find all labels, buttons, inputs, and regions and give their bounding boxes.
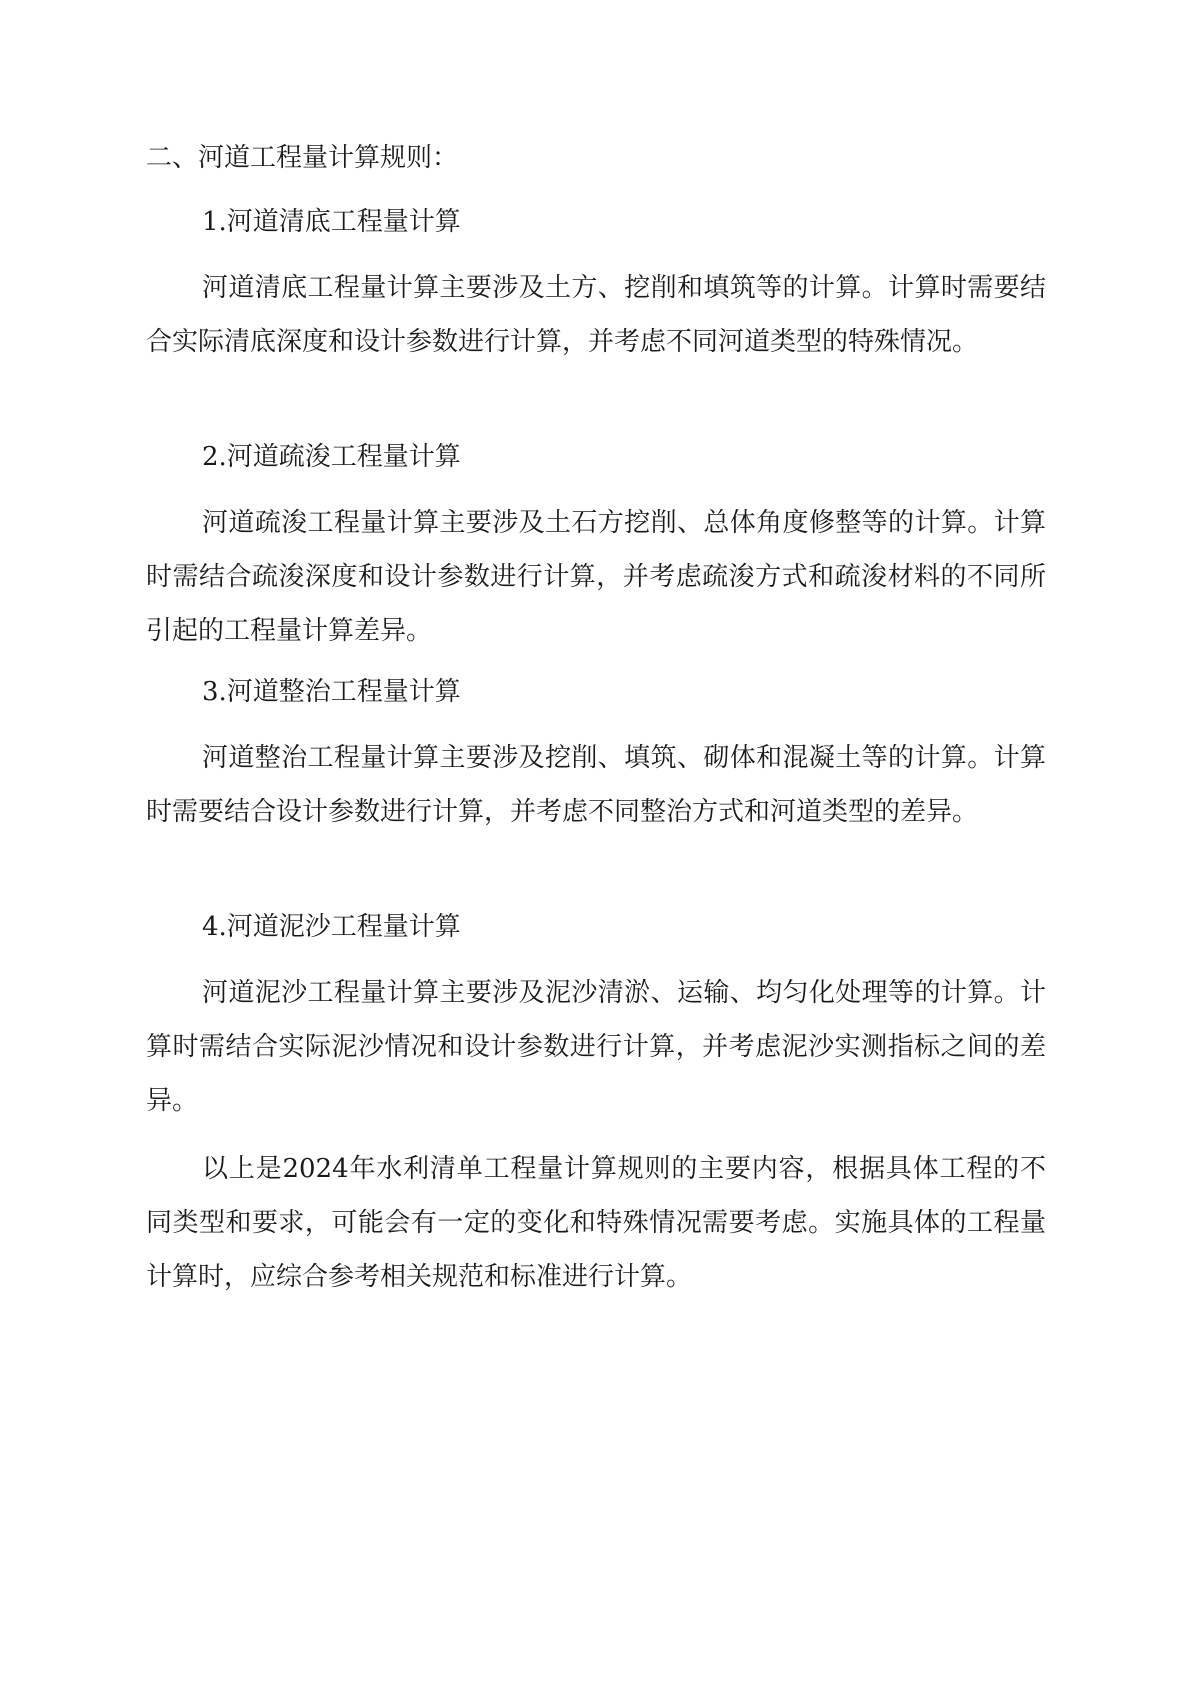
item-4-heading: 4.河道泥沙工程量计算 [202,912,461,942]
item-3-body: 河道整治工程量计算主要涉及挖削、填筑、砌体和混凝土等的计算。计算时需要结合设计参数进行计算，并考虑不同整治方式和河道类型的差异。 [146,743,1046,827]
item-4-body: 河道泥沙工程量计算主要涉及泥沙清淤、运输、均匀化处理等的计算。计算时需结合实际泥沙情况和设计参数进行计算，并考虑泥沙实测指标之间的差异。 [146,978,1046,1116]
item-3-heading: 3.河道整治工程量计算 [202,677,461,707]
conclusion-paragraph: 以上是2024年水利清单工程量计算规则的主要内容，根据具体工程的不同类型和要求，可能会有一定的变化和特殊情况需要考虑。实施具体的工程量计算时，应综合参考相关规范和标准进行计算。 [146,1154,1046,1292]
item-2-heading: 2.河道疏浚工程量计算 [202,442,461,472]
item-1-body: 河道清底工程量计算主要涉及土方、挖削和填筑等的计算。计算时需要结合实际清底深度和设计参数进行计算，并考虑不同河道类型的特殊情况。 [146,273,1046,357]
section-heading: 二、河道工程量计算规则： [146,143,459,173]
item-1-heading: 1.河道清底工程量计算 [202,207,461,237]
item-2-body: 河道疏浚工程量计算主要涉及土石方挖削、总体角度修整等的计算。计算时需结合疏浚深度和设计参数进行计算，并考虑疏浚方式和疏浚材料的不同所引起的工程量计算差异。 [146,508,1046,646]
